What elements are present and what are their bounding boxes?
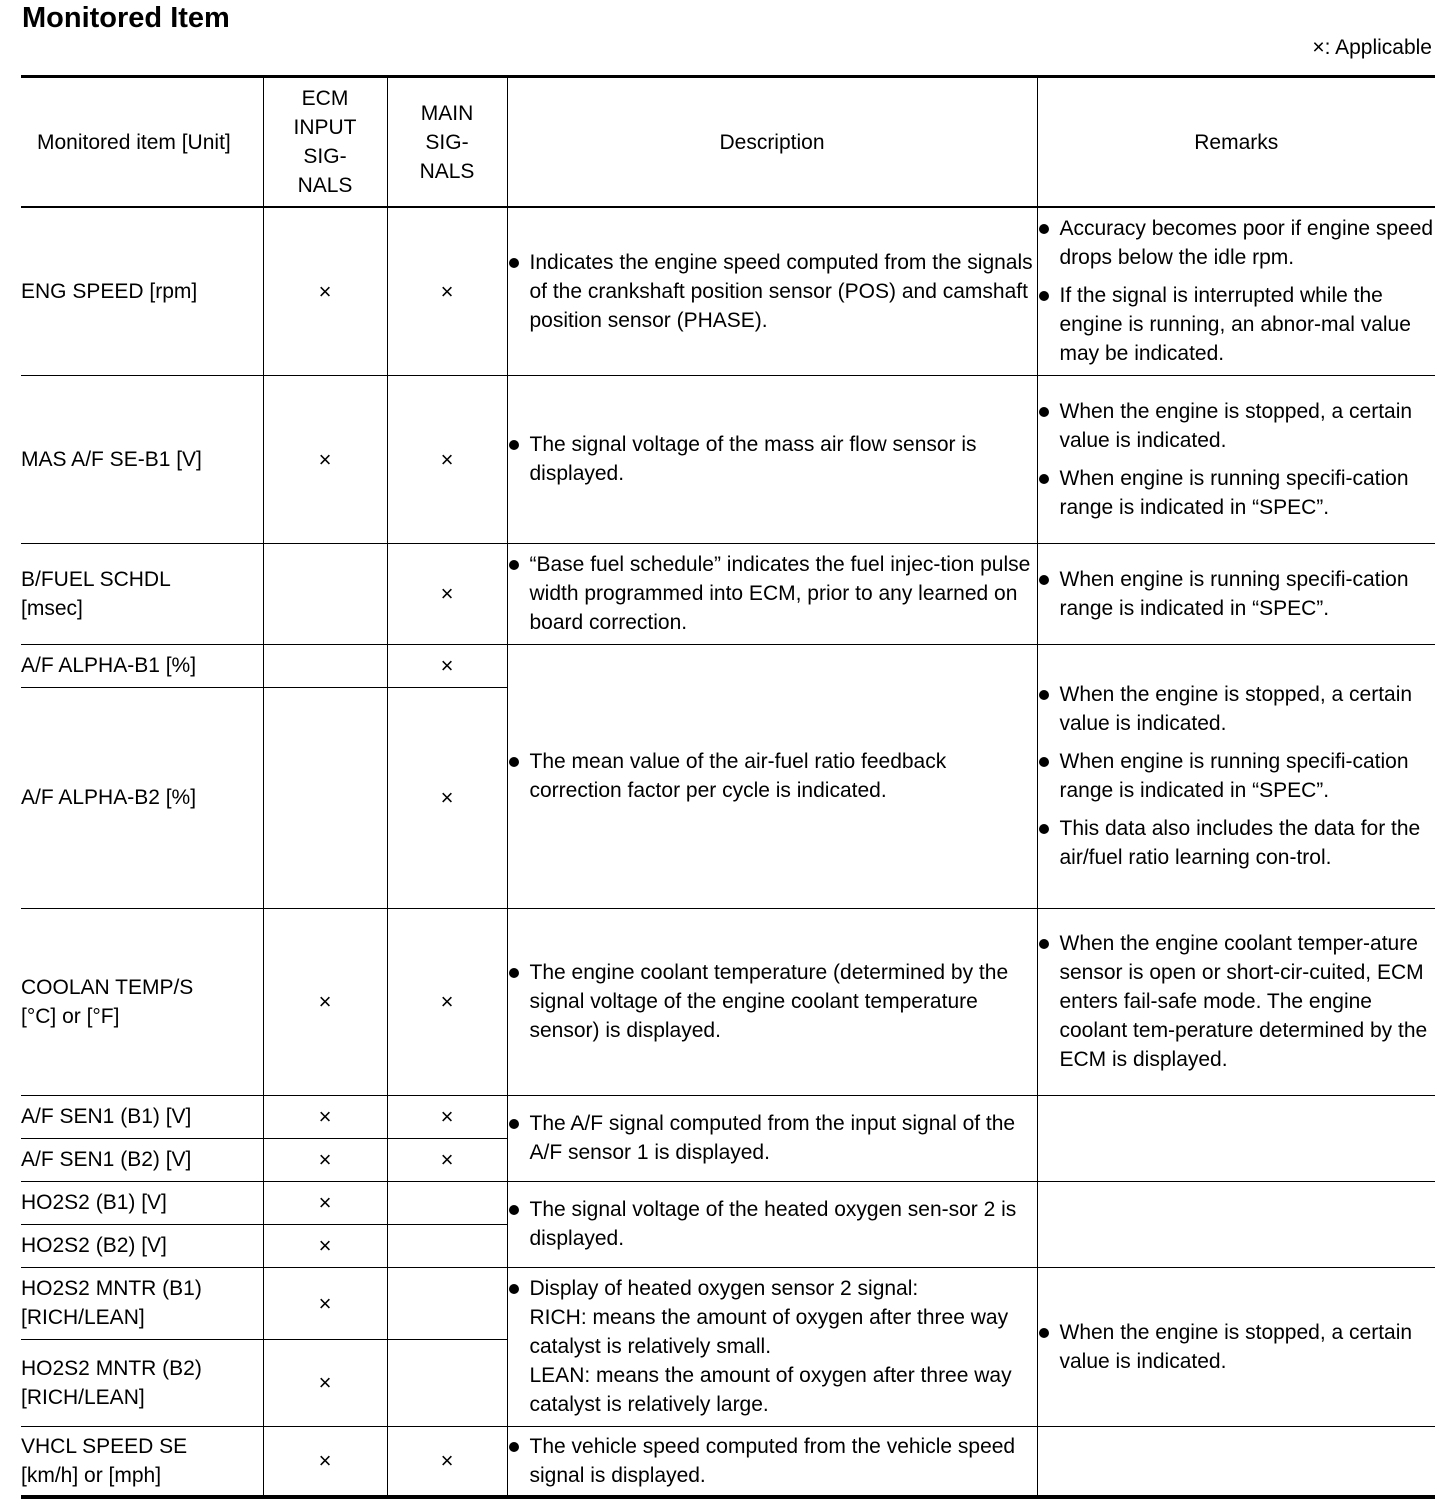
ecm-input-mark: × [263, 908, 387, 1095]
description-bullet: The signal voltage of the mass air flow sensor is displayed. [508, 430, 1037, 488]
main-signal-mark: × [387, 687, 507, 908]
remarks-cell-empty [1037, 1181, 1435, 1267]
description-line: Display of heated oxygen sensor 2 signal: [529, 1277, 919, 1300]
ecm-input-mark-empty [263, 543, 387, 644]
item-cell [21, 1267, 263, 1339]
main-signal-mark: × [387, 375, 507, 543]
applicable-legend: ×: Applicable [1312, 36, 1432, 59]
description-line: LEAN: means the amount of oxygen after three way catalyst is relatively large. [529, 1364, 1012, 1416]
header-main-line: MAIN [420, 101, 474, 125]
ecm-input-mark: × [263, 207, 387, 375]
remark-bullet: When engine is running specifi-cation range is indicated in “SPEC”. [1038, 464, 1436, 522]
item-line: [msec] [21, 596, 83, 620]
item-line: HO2S2 MNTR (B2) [21, 1356, 202, 1380]
main-signal-mark-empty [387, 1339, 507, 1426]
item-line: [RICH/LEAN] [21, 1306, 145, 1329]
table-row [21, 543, 1435, 644]
table-row [21, 1426, 1435, 1497]
description-bullet: The mean value of the air-fuel ratio feedback correction factor per cycle is indicated. [508, 747, 1037, 805]
header-main-line: SIG- [425, 130, 469, 154]
remarks-cell [1037, 543, 1435, 644]
item-cell: A/F ALPHA-B2 [%] [21, 687, 263, 908]
ecm-input-mark: × [263, 1339, 387, 1426]
item-cell: ENG SPEED [rpm] [21, 207, 263, 375]
remarks-cell-empty [1037, 1426, 1435, 1497]
ecm-input-mark: × [263, 1138, 387, 1181]
remark-bullet: When the engine is stopped, a certain value is indicated. [1038, 680, 1436, 738]
description-cell [507, 1181, 1037, 1267]
main-signal-mark: × [387, 1426, 507, 1497]
table-row [21, 908, 1435, 1095]
main-signal-mark: × [387, 644, 507, 687]
description-cell [507, 644, 1037, 908]
header-remarks: Remarks [1037, 77, 1435, 208]
ecm-input-mark: × [263, 1224, 387, 1267]
item-cell: HO2S2 (B1) [V] [21, 1181, 263, 1224]
table-row [21, 1181, 1435, 1224]
main-signal-mark-empty [387, 1267, 507, 1339]
remarks-cell [1037, 1267, 1435, 1426]
main-signal-mark-empty [387, 1181, 507, 1224]
item-cell: HO2S2 (B2) [V] [21, 1224, 263, 1267]
description-bullet: Indicates the engine speed computed from the signals of the crankshaft position sensor (POS) and camshaft position sensor (PHASE). [508, 248, 1037, 335]
header-ecm-input-signals [263, 77, 387, 208]
header-monitored-item: Monitored item [Unit] [21, 77, 263, 208]
item-cell [21, 908, 263, 1095]
header-main-signals [387, 77, 507, 208]
description-cell [507, 1267, 1037, 1426]
description-line: RICH: means the amount of oxygen after three way catalyst is relatively small. [529, 1306, 1009, 1358]
item-line: COOLAN TEMP/S [21, 975, 194, 999]
monitored-item-table [21, 75, 1435, 1499]
item-line: [RICH/LEAN] [21, 1385, 145, 1409]
table-row [21, 375, 1435, 543]
item-cell: A/F SEN1 (B2) [V] [21, 1138, 263, 1181]
description-bullet [508, 1274, 1037, 1419]
remark-bullet: When the engine coolant temper-ature sensor is open or short-cir-cuited, ECM enters fail-safe mode. The engine coolant tem-perature determined by the ECM is displayed. [1038, 929, 1436, 1074]
remarks-cell [1037, 908, 1435, 1095]
item-cell [21, 1339, 263, 1426]
ecm-input-mark: × [263, 1267, 387, 1339]
main-signal-mark-empty [387, 1224, 507, 1267]
remarks-cell-empty [1037, 1095, 1435, 1181]
header-ecm-line: SIG- [303, 145, 347, 168]
ecm-input-mark: × [263, 375, 387, 543]
item-cell: A/F SEN1 (B1) [V] [21, 1095, 263, 1138]
remark-bullet: This data also includes the data for the air/fuel ratio learning con-trol. [1038, 814, 1436, 872]
table-row [21, 207, 1435, 375]
item-cell: MAS A/F SE-B1 [V] [21, 375, 263, 543]
remarks-cell [1037, 644, 1435, 908]
item-cell: A/F ALPHA-B1 [%] [21, 644, 263, 687]
table-row [21, 1095, 1435, 1138]
description-bullet: The engine coolant temperature (determined by the signal voltage of the engine coolant temperature sensor) is displayed. [508, 958, 1037, 1045]
ecm-input-mark: × [263, 1426, 387, 1497]
remark-bullet: When engine is running specifi-cation range is indicated in “SPEC”. [1038, 747, 1436, 805]
description-bullet: The A/F signal computed from the input signal of the A/F sensor 1 is displayed. [508, 1109, 1037, 1167]
description-cell [507, 375, 1037, 543]
main-signal-mark: × [387, 908, 507, 1095]
ecm-input-mark-empty [263, 644, 387, 687]
description-cell [507, 908, 1037, 1095]
header-description: Description [507, 77, 1037, 208]
main-signal-mark: × [387, 1138, 507, 1181]
description-cell [507, 207, 1037, 375]
main-signal-mark: × [387, 207, 507, 375]
item-cell [21, 543, 263, 644]
remark-bullet: If the signal is interrupted while the engine is running, an abnor-mal value may be indicated. [1038, 281, 1436, 368]
item-line: [km/h] or [mph] [21, 1463, 162, 1487]
remark-bullet: When the engine is stopped, a certain value is indicated. [1038, 1318, 1436, 1376]
item-line: [°C] or [°F] [21, 1004, 120, 1028]
item-line: B/FUEL SCHDL [21, 567, 171, 591]
remark-bullet: Accuracy becomes poor if engine speed drops below the idle rpm. [1038, 214, 1436, 272]
header-main-line: NALS [419, 159, 475, 183]
description-bullet: “Base fuel schedule” indicates the fuel injec-tion pulse width programmed into ECM, prior to any learned on board correction. [508, 550, 1037, 637]
description-cell [507, 543, 1037, 644]
main-signal-mark: × [387, 1095, 507, 1138]
header-ecm-line: ECM [301, 87, 349, 110]
page-title: Monitored Item [22, 2, 230, 34]
description-cell [507, 1426, 1037, 1497]
ecm-input-mark: × [263, 1181, 387, 1224]
remark-bullet: When the engine is stopped, a certain value is indicated. [1038, 397, 1436, 455]
header-ecm-line: INPUT [293, 116, 357, 139]
remark-bullet: When engine is running specifi-cation range is indicated in “SPEC”. [1038, 565, 1436, 623]
item-cell [21, 1426, 263, 1497]
table-row [21, 644, 1435, 687]
remarks-cell [1037, 375, 1435, 543]
remarks-cell [1037, 207, 1435, 375]
item-line: HO2S2 MNTR (B1) [21, 1277, 202, 1300]
description-bullet: The vehicle speed computed from the vehicle speed signal is displayed. [508, 1432, 1037, 1490]
description-cell [507, 1095, 1037, 1181]
header-ecm-line: NALS [297, 174, 353, 197]
main-signal-mark: × [387, 543, 507, 644]
description-bullet: The signal voltage of the heated oxygen sen-sor 2 is displayed. [508, 1195, 1037, 1253]
header-row [21, 77, 1435, 208]
ecm-input-mark: × [263, 1095, 387, 1138]
item-line: VHCL SPEED SE [21, 1434, 188, 1458]
table-row [21, 1267, 1435, 1339]
ecm-input-mark-empty [263, 687, 387, 908]
